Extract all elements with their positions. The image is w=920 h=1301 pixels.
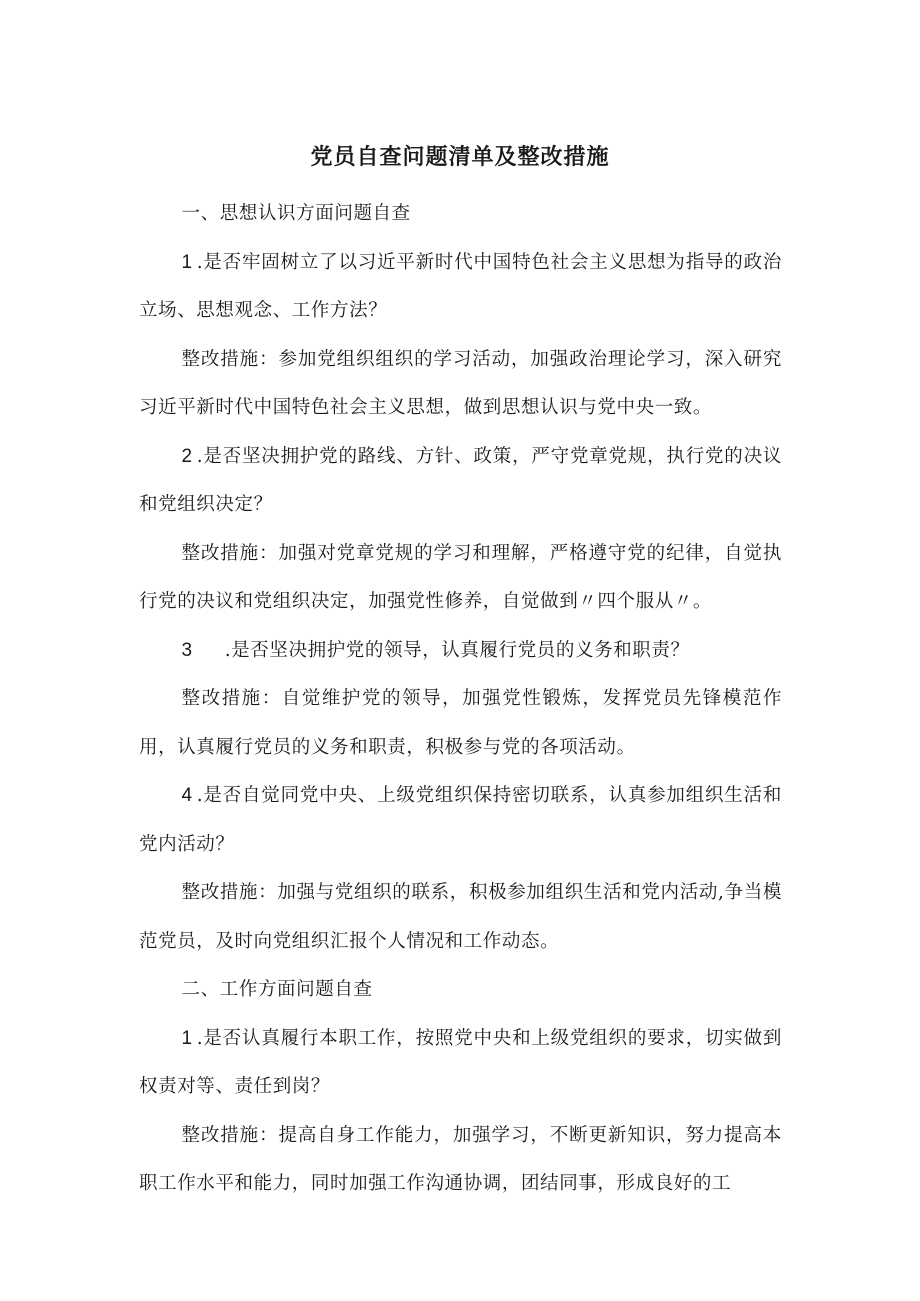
question-item: [139, 772, 782, 869]
question-text: .是否认真履行本职工作，按照党中央和上级党组织的要求，切实做到权责对等、责任到岗？: [139, 1027, 782, 1097]
item-number: 3: [181, 639, 193, 661]
measure-text: 整改措施：自觉维护党的领导，加强党性锻炼，发挥党员先锋模范作用，认真履行党员的义务和职责，积极参与党的各项活动。: [139, 688, 782, 758]
item-number: 1: [181, 251, 193, 273]
measure-text: 整改措施：加强与党组织的联系，积极参加组织生活和党内活动,争当模范党员，及时向党组织汇报个人情况和工作动态。: [139, 882, 782, 952]
question-text: .是否坚决拥护党的领导，认真履行党员的义务和职责？: [224, 639, 690, 661]
measure-text: 整改措施：参加党组织组织的学习活动，加强政治理论学习，深入研究习近平新时代中国特色社会主义思想，做到思想认识与党中央一致。: [139, 348, 782, 418]
question-text: .是否坚决拥护党的路线、方针、政策，严守党章党规，执行党的决议和党组织决定？: [139, 445, 782, 515]
question-item: [139, 627, 782, 676]
item-number: 1: [181, 1027, 193, 1049]
section-heading: 二、工作方面问题自查: [181, 979, 373, 1000]
question-text: .是否自觉同党中央、上级党组织保持密切联系，认真参加组织生活和党内活动？: [139, 785, 782, 855]
item-number: 4: [181, 785, 193, 806]
question-item: [139, 239, 782, 336]
page-title: 党员自查问题清单及整改措施: [310, 145, 610, 170]
document-body: [139, 190, 782, 1209]
section-heading: 一、思想认识方面问题自查: [181, 203, 411, 224]
question-item: [139, 1015, 782, 1112]
measure-text: 整改措施：提高自身工作能力，加强学习，不断更新知识，努力提高本职工作水平和能力，同时加强工作沟通协调，团结同事，形成良好的工: [139, 1124, 782, 1194]
item-number: 2: [181, 445, 193, 467]
measure-text: 整改措施：加强对党章党规的学习和理解，严格遵守党的纪律，自觉执行党的决议和党组织决定，加强党性修养，自觉做到〃四个服从〃。: [139, 542, 782, 612]
question-item: [139, 433, 782, 530]
question-text: .是否牢固树立了以习近平新时代中国特色社会主义思想为指导的政治立场、思想观念、工作方法？: [139, 251, 782, 321]
